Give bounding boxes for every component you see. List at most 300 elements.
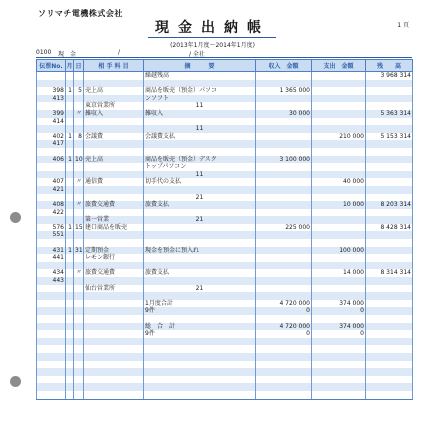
cell-description: 11: [144, 102, 256, 110]
cell-day: [74, 391, 84, 399]
period-range: (2013年1月度〜2014年1月度): [170, 42, 255, 49]
cell-expense: [312, 171, 366, 179]
cell-month: [66, 285, 74, 293]
cell-balance: [366, 353, 413, 361]
cell-expense: [312, 209, 366, 217]
table-row: [37, 194, 413, 202]
cell-description: [144, 148, 256, 156]
cell-description: [144, 376, 256, 384]
cell-day: 31: [75, 246, 83, 254]
cell-day: [74, 307, 84, 315]
cell-month: 1: [66, 156, 74, 164]
account-sub-label: /: [118, 49, 121, 56]
cell-income: [256, 338, 312, 346]
cell-day: [74, 262, 84, 270]
cell-counter-account: [84, 307, 144, 315]
cell-slip-no: 431: [37, 247, 66, 255]
cell-slip-no: [37, 285, 66, 293]
cell-expense: 0: [312, 307, 366, 315]
cell-slip-no: 399: [37, 110, 66, 118]
cell-slip-no: [37, 292, 66, 300]
cell-month: [66, 140, 74, 148]
cell-balance: 5 363 314: [366, 110, 413, 118]
cell-income: [256, 345, 312, 353]
cell-description: [144, 209, 256, 217]
cell-month: [66, 125, 74, 133]
cell-day: [74, 72, 84, 80]
cell-day: [74, 118, 84, 126]
cell-expense: [312, 353, 366, 361]
cell-balance: [366, 216, 413, 224]
cell-counter-account: [84, 353, 144, 361]
cell-description: 会議費支払: [144, 133, 256, 141]
cell-income: [256, 72, 312, 80]
cell-balance: [366, 315, 413, 323]
cell-balance: [366, 140, 413, 148]
table-row: [37, 102, 413, 110]
cell-balance: [366, 383, 413, 391]
cell-income: 30 000: [256, 110, 312, 118]
table-row: [37, 323, 413, 331]
cell-month: [66, 216, 74, 224]
cell-balance: [366, 239, 413, 247]
cell-slip-no: [37, 148, 66, 156]
cell-expense: [312, 194, 366, 202]
cell-description: [144, 368, 256, 376]
cell-expense: [312, 345, 366, 353]
cell-description: [144, 391, 256, 399]
table-row: [37, 156, 413, 164]
cell-month: [66, 368, 74, 376]
cell-description: [144, 353, 256, 361]
cell-slip-no: [37, 323, 66, 331]
cell-expense: [312, 391, 366, 399]
cell-expense: [312, 140, 366, 148]
cell-slip-no: [37, 80, 66, 88]
cell-income: [256, 209, 312, 217]
cell-day: [74, 102, 84, 110]
cell-expense: [312, 80, 366, 88]
cell-month: [66, 72, 74, 80]
cell-income: 4 720 000: [256, 300, 312, 308]
cell-expense: [312, 376, 366, 384]
cell-description: 9件: [144, 330, 256, 338]
cell-counter-account: [84, 383, 144, 391]
cell-slip-no: 441: [37, 254, 66, 262]
cell-slip-no: 422: [37, 209, 66, 217]
cell-balance: [366, 148, 413, 156]
account-sub-name: / 全社: [189, 51, 205, 58]
cell-counter-account: [84, 186, 144, 194]
cell-day: [74, 353, 84, 361]
cell-counter-account: [84, 300, 144, 308]
cell-description: 11: [144, 171, 256, 179]
cell-month: [66, 323, 74, 331]
cell-counter-account: [84, 72, 144, 80]
cell-balance: [366, 307, 413, 315]
cell-income: [256, 178, 312, 186]
cell-day: [74, 315, 84, 323]
cell-income: [256, 247, 312, 255]
cell-slip-no: [37, 345, 66, 353]
table-body: [37, 72, 413, 400]
cell-expense: [312, 118, 366, 126]
cell-slip-no: 414: [37, 118, 66, 126]
cell-day: 〃: [74, 110, 84, 118]
table-row: [37, 345, 413, 353]
page-number: 1 頁: [397, 22, 409, 29]
cell-expense: [312, 262, 366, 270]
account-name: 現 金: [58, 51, 77, 58]
table-row: [37, 178, 413, 186]
cell-income: 3 100 000: [256, 156, 312, 164]
table-row: [37, 353, 413, 361]
table-row: [37, 285, 413, 293]
table-row: [37, 125, 413, 133]
cell-month: 1: [66, 247, 74, 255]
cell-balance: [366, 376, 413, 384]
table-row: [37, 239, 413, 247]
cell-counter-account: [84, 345, 144, 353]
cell-expense: [312, 110, 366, 118]
cell-counter-account: 雑収入: [84, 110, 144, 118]
cell-balance: [366, 254, 413, 262]
cell-balance: [366, 262, 413, 270]
table-row: [37, 110, 413, 118]
cell-day: [74, 300, 84, 308]
cell-description: [144, 345, 256, 353]
cell-day: [74, 277, 84, 285]
table-row: [37, 376, 413, 384]
cell-expense: [312, 277, 366, 285]
cell-expense: 374 000: [312, 323, 366, 331]
cell-slip-no: [37, 216, 66, 224]
cell-balance: 3 968 314: [366, 72, 413, 80]
table-row: [37, 307, 413, 315]
cell-day: [74, 216, 84, 224]
cell-description: 雑収入: [144, 110, 256, 118]
cell-income: 0: [256, 307, 312, 315]
table-row: [37, 254, 413, 262]
cell-description: [144, 315, 256, 323]
cell-counter-account: レモン銀行: [84, 254, 144, 262]
cell-expense: [312, 292, 366, 300]
cell-day: [74, 194, 84, 202]
cell-balance: [366, 80, 413, 88]
cell-slip-no: [37, 361, 66, 369]
cell-counter-account: [84, 125, 144, 133]
cell-month: [66, 209, 74, 217]
cell-month: [66, 239, 74, 247]
cell-expense: [312, 156, 366, 164]
col-header-balance: 残 高: [366, 60, 413, 72]
cell-day: [74, 171, 84, 179]
cell-balance: [366, 163, 413, 171]
cell-description: [144, 231, 256, 239]
cell-slip-no: [37, 171, 66, 179]
cell-income: [256, 133, 312, 141]
cell-description: [144, 224, 256, 232]
cell-income: [256, 102, 312, 110]
cell-expense: [312, 95, 366, 103]
cell-income: [256, 125, 312, 133]
table-row: [37, 391, 413, 399]
col-header-description: 摘 要: [144, 60, 256, 72]
cell-day: [74, 95, 84, 103]
cell-month: [66, 262, 74, 270]
title-underline: [148, 37, 276, 38]
cell-day: [74, 383, 84, 391]
cell-balance: [366, 118, 413, 126]
table-row: [37, 300, 413, 308]
cell-balance: [366, 178, 413, 186]
cell-balance: [366, 361, 413, 369]
cell-expense: [312, 148, 366, 156]
col-header-slip-no: 伝票No.: [37, 60, 66, 72]
cell-income: [256, 285, 312, 293]
cell-day: [74, 148, 84, 156]
cell-slip-no: [37, 330, 66, 338]
cell-day: [74, 368, 84, 376]
cell-balance: [366, 156, 413, 164]
cell-expense: [312, 383, 366, 391]
cell-day: [74, 125, 84, 133]
cell-expense: [312, 87, 366, 95]
cell-income: [256, 148, 312, 156]
cell-slip-no: 406: [37, 156, 66, 164]
cell-balance: [366, 292, 413, 300]
cell-description: 11: [144, 125, 256, 133]
cell-slip-no: [37, 300, 66, 308]
cell-month: [66, 353, 74, 361]
cell-expense: [312, 231, 366, 239]
table-row: [37, 277, 413, 285]
cell-month: [66, 163, 74, 171]
cell-description: [144, 292, 256, 300]
cell-expense: [312, 102, 366, 110]
cell-balance: 8 203 314: [366, 201, 413, 209]
cell-slip-no: [37, 383, 66, 391]
cell-slip-no: [37, 125, 66, 133]
cell-month: 1: [66, 224, 74, 232]
cell-description: 繰越残高: [144, 72, 256, 80]
cell-balance: 5 153 314: [366, 133, 413, 141]
cell-description: ンソフト: [144, 95, 256, 103]
table-header-row: [37, 60, 413, 72]
cell-slip-no: 407: [37, 178, 66, 186]
cell-counter-account: 東京営業所: [84, 102, 144, 110]
cell-expense: [312, 285, 366, 293]
cell-expense: [312, 224, 366, 232]
cell-day: [74, 323, 84, 331]
cell-month: [66, 231, 74, 239]
cell-description: トップパソコン: [144, 163, 256, 171]
ledger-title: 現金出納帳: [155, 20, 270, 36]
cash-ledger-table: [36, 59, 413, 400]
cell-income: [256, 171, 312, 179]
cell-day: [74, 330, 84, 338]
cell-income: [256, 254, 312, 262]
cell-expense: [312, 216, 366, 224]
cell-month: [66, 80, 74, 88]
cell-counter-account: [84, 338, 144, 346]
cell-slip-no: [37, 72, 66, 80]
cell-description: [144, 277, 256, 285]
cell-description: 21: [144, 216, 256, 224]
cell-slip-no: [37, 376, 66, 384]
cell-day: [74, 140, 84, 148]
cell-counter-account: [84, 277, 144, 285]
cell-income: 4 720 000: [256, 323, 312, 331]
cell-month: [66, 292, 74, 300]
cell-balance: [366, 95, 413, 103]
cell-counter-account: [84, 315, 144, 323]
cell-expense: 40 000: [312, 178, 366, 186]
account-code: 0100: [36, 49, 52, 56]
cell-month: [66, 300, 74, 308]
cell-counter-account: [84, 148, 144, 156]
table-row: [37, 72, 413, 80]
cell-day: [74, 209, 84, 217]
table-row: [37, 201, 413, 209]
cell-slip-no: 443: [37, 277, 66, 285]
cell-day: [74, 345, 84, 353]
cell-slip-no: 421: [37, 186, 66, 194]
col-header-month: 月: [66, 60, 74, 72]
cell-income: [256, 95, 312, 103]
cell-day: 5: [74, 87, 84, 95]
table-row: [37, 330, 413, 338]
cell-counter-account: 第一営業: [84, 216, 144, 224]
cell-month: [66, 186, 74, 194]
cell-expense: [312, 254, 366, 262]
table-row: [37, 87, 413, 95]
cell-expense: [312, 361, 366, 369]
cell-income: [256, 239, 312, 247]
cell-month: [66, 148, 74, 156]
cell-slip-no: [37, 163, 66, 171]
cell-description: [144, 140, 256, 148]
cell-slip-no: [37, 262, 66, 270]
cell-balance: [366, 285, 413, 293]
cell-description: 現金を預金に預入れ: [144, 247, 256, 255]
cell-balance: [366, 345, 413, 353]
cell-month: [66, 118, 74, 126]
col-header-day: 日: [74, 60, 84, 72]
cell-income: [256, 231, 312, 239]
cell-balance: [366, 87, 413, 95]
cell-income: [256, 201, 312, 209]
table-row: [37, 163, 413, 171]
cell-month: [66, 376, 74, 384]
cell-description: 21: [144, 194, 256, 202]
cell-description: 切手代の支払: [144, 178, 256, 186]
cell-month: [66, 110, 74, 118]
cell-expense: [312, 239, 366, 247]
cell-day: [74, 239, 84, 247]
cell-balance: [366, 102, 413, 110]
cell-balance: 8 428 314: [366, 224, 413, 232]
table-row: [37, 231, 413, 239]
cell-income: 225 000: [256, 224, 312, 232]
cell-day: [74, 292, 84, 300]
table-row: [37, 140, 413, 148]
col-header-income: 収入 金額: [256, 60, 312, 72]
cell-month: [66, 307, 74, 315]
cell-counter-account: [84, 140, 144, 148]
cell-counter-account: 仙台営業所: [84, 285, 144, 293]
cell-slip-no: [37, 307, 66, 315]
cell-balance: [366, 194, 413, 202]
cell-counter-account: 旅費交通費: [84, 269, 144, 277]
cell-slip-no: [37, 315, 66, 323]
cell-income: [256, 262, 312, 270]
binder-hole-bottom: [10, 376, 21, 387]
cell-income: [256, 216, 312, 224]
cell-expense: 14 000: [312, 269, 366, 277]
cell-month: [66, 391, 74, 399]
cell-counter-account: 売上高: [84, 156, 144, 164]
cell-month: [66, 345, 74, 353]
cell-income: [256, 361, 312, 369]
cell-income: [256, 163, 312, 171]
cell-description: 9件: [144, 307, 256, 315]
cell-month: [66, 171, 74, 179]
cell-income: [256, 186, 312, 194]
company-name: ソリマチ電機株式会社: [38, 9, 123, 18]
table-row: [37, 269, 413, 277]
cell-income: [256, 368, 312, 376]
table-row: [37, 186, 413, 194]
cell-income: [256, 277, 312, 285]
cell-expense: 210 000: [312, 133, 366, 141]
cell-counter-account: 売上高: [84, 87, 144, 95]
cell-counter-account: 会議費: [84, 133, 144, 141]
cell-slip-no: [37, 338, 66, 346]
cell-balance: [366, 368, 413, 376]
cell-slip-no: [37, 102, 66, 110]
cell-balance: [366, 209, 413, 217]
cell-slip-no: [37, 391, 66, 399]
cell-description: [144, 118, 256, 126]
cell-slip-no: [37, 353, 66, 361]
cell-expense: 374 000: [312, 300, 366, 308]
cell-counter-account: 通信費: [84, 178, 144, 186]
cell-description: 旅費支払: [144, 269, 256, 277]
cell-counter-account: [84, 231, 144, 239]
cell-income: [256, 292, 312, 300]
cell-income: [256, 383, 312, 391]
cell-income: [256, 353, 312, 361]
cell-month: 1: [66, 87, 74, 95]
cell-slip-no: 417: [37, 140, 66, 148]
cell-description: 21: [144, 285, 256, 293]
cell-month: [66, 194, 74, 202]
cell-balance: [366, 330, 413, 338]
cell-counter-account: [84, 361, 144, 369]
cell-counter-account: [84, 376, 144, 384]
cell-slip-no: [37, 368, 66, 376]
cell-balance: [366, 247, 413, 255]
cell-day: 〃: [74, 201, 84, 209]
cell-description: [144, 254, 256, 262]
cell-slip-no: 434: [37, 269, 66, 277]
col-header-expense: 支出 金額: [312, 60, 366, 72]
cell-balance: [366, 300, 413, 308]
cell-month: [66, 178, 74, 186]
col-header-counter-account: 相 手 科 目: [84, 60, 144, 72]
cell-day: [74, 361, 84, 369]
